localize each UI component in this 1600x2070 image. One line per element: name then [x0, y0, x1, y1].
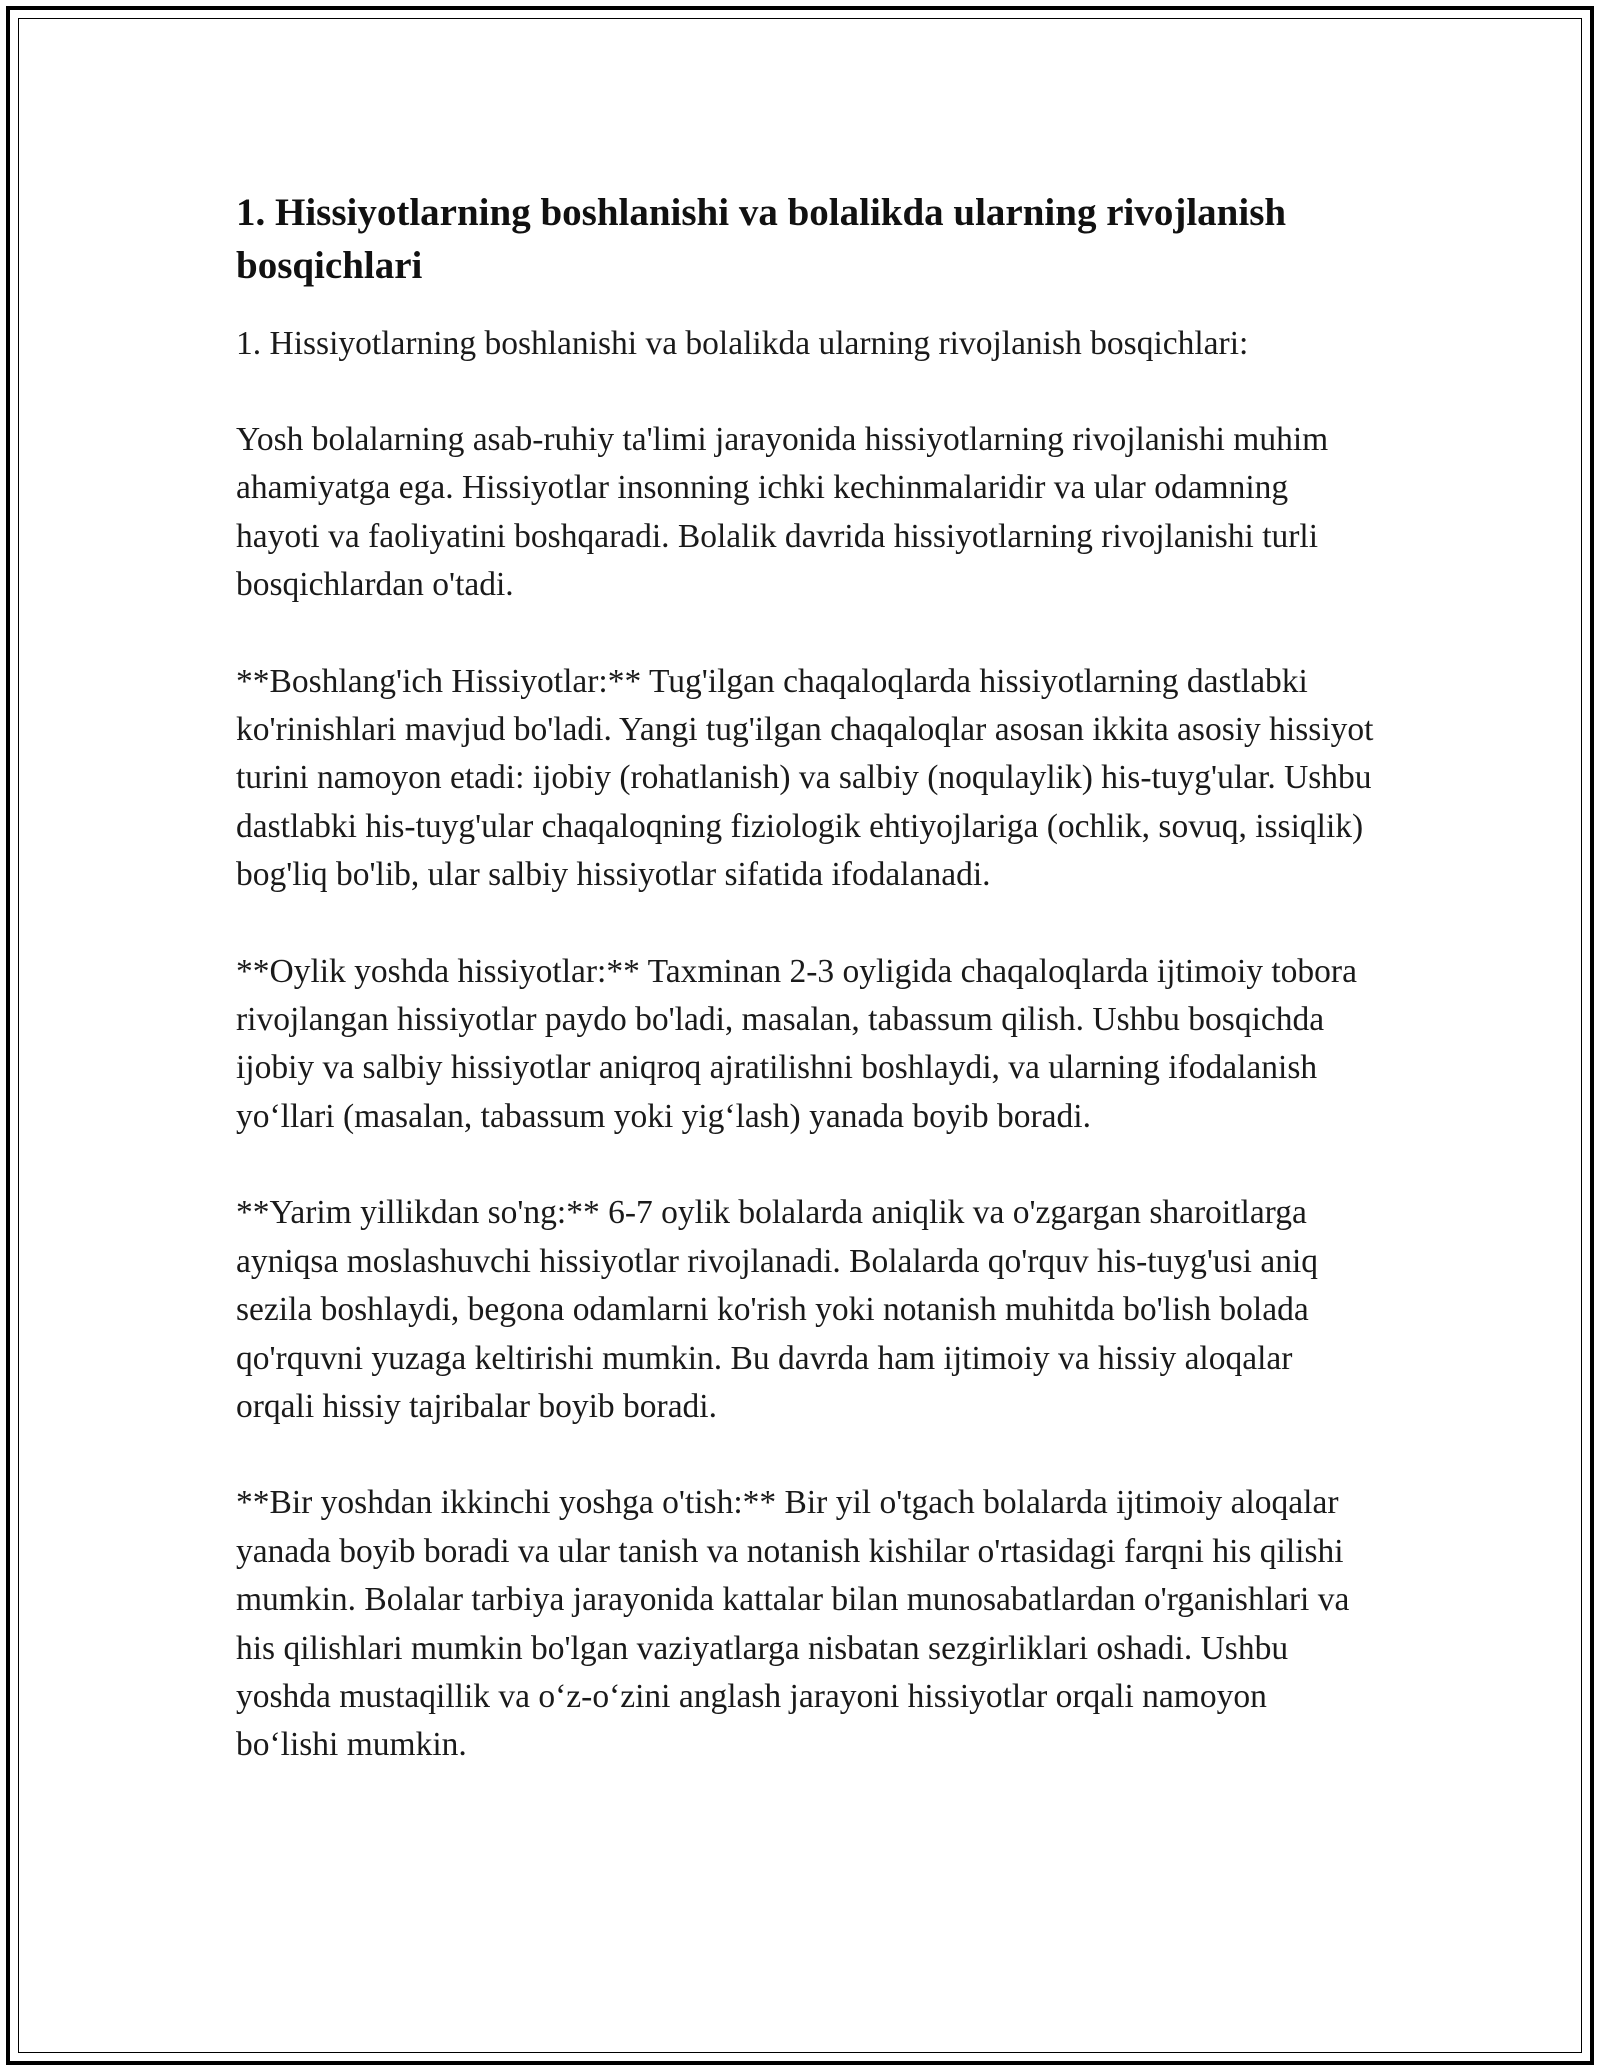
paragraph-half-year: **Yarim yillikdan so'ng:** 6-7 oylik bolalarda aniqlik va o'zgargan sharoitlarga ayniqsa moslashuvchi hissiyotlar rivojlanadi. Bolalarda qo'rquv his-tuyg'usi aniq sezila boshlaydi, begona odamlarni ko'rish yoki notanish muhitda bo'lish bolada qo'rquvni yuzaga keltirishi mumkin. Bu davrda ham ijtimoiy va hissiy aloqalar orqali hissiy tajribalar boyib boradi.	[236, 1194, 1319, 1425]
document-body	[236, 186, 1376, 1770]
paragraph-initial-emotions: **Boshlang'ich Hissiyotlar:** Tug'ilgan chaqaloqlarda hissiyotlarning dastlabki ko'rinishlari mavjud bo'ladi. Yangi tug'ilgan chaqaloqlar asosan ikkita asosiy hissiyot turini namoyon etadi: ijobiy (rohatlanish) va salbiy (noqulaylik) his-tuyg'ular. Ushbu dastlabki his-tuyg'ular chaqaloqning fiziologik ehtiyojlariga (ochlik, sovuq, issiqlik) bog'liq bo'lib, ular salbiy hissiyotlar sifatida ifodalanadi.	[236, 662, 1374, 894]
document-subheading: 1. Hissiyotlarning boshlanishi va bolalikda ularning rivojlanish bosqichlari:	[236, 325, 1249, 362]
paragraph-monthly-emotions: **Oylik yoshda hissiyotlar:** Taxminan 2-3 oyligida chaqaloqlarda ijtimoiy tobora rivojlangan hissiyotlar paydo bo'ladi, masalan, tabassum qilish. Ushbu bosqichda ijobiy va salbiy hissiyotlar aniqroq ajratilishni boshlaydi, va ularning ifodalanish yo‘llari (masalan, tabassum yoki yig‘lash) yanada boyib boradi.	[236, 952, 1357, 1135]
paragraph-one-to-two-years: **Bir yoshdan ikkinchi yoshga o'tish:** Bir yil o'tgach bolalarda ijtimoiy aloqalar yanada boyib boradi va ular tanish va notanish kishilar o'rtasidagi farqni his qilishi mumkin. Bolalar tarbiya jarayonida kattalar bilan munosabatlardan o'rganishlari va his qilishlari mumkin bo'lgan vaziyatlarga nisbatan sezgirliklari oshadi. Ushbu yoshda mustaqillik va o‘z-o‘zini anglash jarayoni hissiyotlar orqali namoyon bo‘lishi mumkin.	[236, 1484, 1350, 1764]
paragraph-intro: Yosh bolalarning asab-ruhiy ta'limi jarayonida hissiyotlarning rivojlanishi muhim ahamiyatga ega. Hissiyotlar insonning ichki kechinmalaridir va ular odamning hayoti va faoliyatini boshqaradi. Bolalik davrida hissiyotlarning rivojlanishi turli bosqichlardan o'tadi.	[236, 421, 1329, 604]
document-heading: 1. Hissiyotlarning boshlanishi va bolalikda ularning rivojlanish bosqichlari	[236, 191, 1287, 287]
